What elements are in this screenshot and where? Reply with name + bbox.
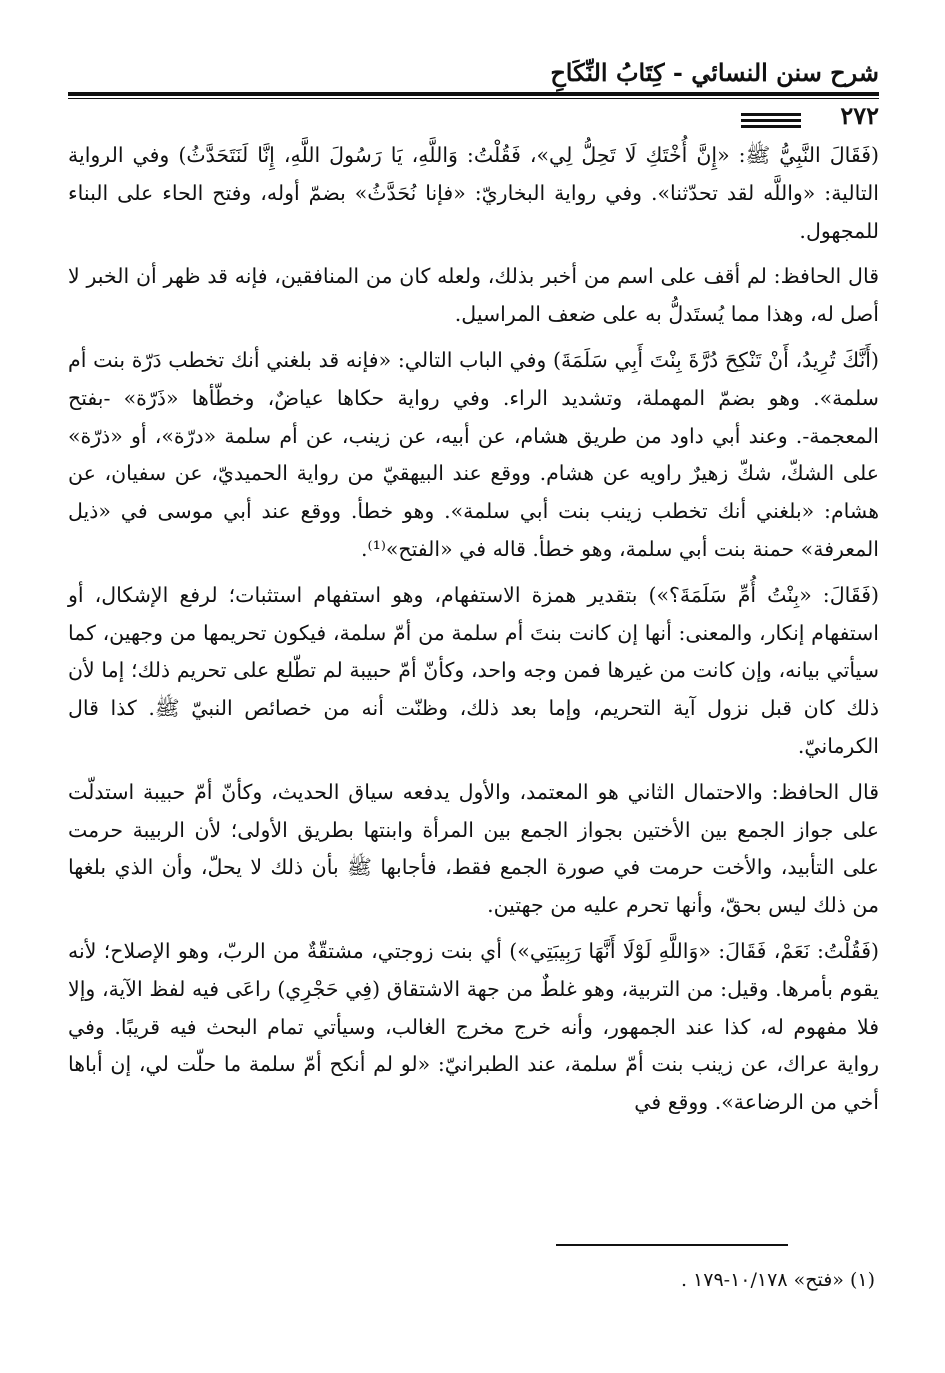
paragraph: (فَقَالَ النَّبِيُّ ﷺ: «إِنَّ أُخْتَكِ لَا تَحِلُّ لِي»، فَقُلْتُ: وَاللَّهِ، يَا رَسُولَ اللَّهِ، إِنَّا لَنَتَحَدَّثُ) وفي الرواية التالية: «واللَّه لقد تحدّثنا». وفي رواية البخاريّ: «فإنا نُحَدَّثُ» بضمّ أوله، وفتح الحاء على البناء للمجهول.: [68, 143, 879, 243]
page: [68, 54, 879, 1130]
main-text: [68, 137, 879, 1122]
paragraph: قال الحافظ: لم أقف على اسم من أخبر بذلك، ولعله كان من المنافقين، فإنه قد ظهر أن الخبر لا أصل له، وهذا مما يُستَدلُّ به على ضعف المراسيل.: [68, 264, 879, 327]
paragraph: قال الحافظ: والاحتمال الثاني هو المعتمد، والأول يدفعه سياق الحديث، وكأنّ أمّ حبيبة استدلّت على جواز الجمع بين الأختين بجواز الجمع بين المرأة وابنتها بطريق الأولى؛ لأن الربيبة حرمت على التأبيد، والأخت حرمت في صورة الجمع فقط، فأجابها ﷺ بأن ذلك لا يحلّ، وأن الذي بلغها من ذلك ليس بحقّ، وأنها تحرم عليه من جهتين.: [68, 779, 879, 918]
paragraph: (فَقُلْتُ: نَعَمْ، فَقَالَ: «وَاللَّهِ لَوْلَا أَنَّهَا رَبِيبَتِي») أي بنت زوجتي، مشتقّةٌ من الربّ، وهو الإصلاح؛ لأنه يقوم بأمرها. وقيل: من التربية، وهو غلطٌ من جهة الاشتقاق (فِي حَجْرِي) راعَى فيه لفظ الآية، وإلا فلا مفهوم له، كذا عند الجمهور، وأنه خرج مخرج الغالب، وسيأتي تمام البحث فيه قريبًا. وفي رواية عراك، عن زينب بنت أمّ سلمة، عند الطبرانيّ: «لو لم أنكح أمّ سلمة ما حلّت لي، إن أباها أخي من الرضاعة». ووقع في: [68, 938, 879, 1115]
page-number-row: [68, 99, 879, 133]
paragraph: (أَنَّكَ تُرِيدُ، أَنْ تَنْكِحَ دُرَّةَ بِنْتَ أَبِي سَلَمَةَ) وفي الباب التالي: «فإنه قد بلغني أنك تخطب دَرّة بنت أم سلمة». وهو بضمّ المهملة، وتشديد الراء. وفي رواية حكاها عياضٌ، وخطّأها «ذَرّة» -بفتح المعجمة-. وعند أبي داود من طريق هشام، عن أبيه، عن زينب، عن أم سلمة «درّة»، أو «ذرّة» على الشكّ، شكّ زهيرٌ راويه عن هشام. ووقع عند البيهقيّ من رواية الحميديّ، عن سفيان، عن هشام: «بلغني أنك تخطب زينب بنت أبي سلمة». وهو خطأ. ووقع عند أبي موسى في «ذيل المعرفة» حمنة بنت أبي سلمة، وهو خطأ. قاله في «الفتح»⁽¹⁾.: [68, 347, 879, 561]
page-number: ٢٧٢: [840, 101, 879, 130]
running-title: شرح سنن النسائي - كِتَابُ النِّكَاحِ: [550, 58, 879, 87]
page-number-ornament: [741, 113, 801, 131]
header-rule-thick: [68, 92, 879, 96]
paragraph: (فَقَالَ: «بِنْتُ أُمِّ سَلَمَةَ؟») بتقدير همزة الاستفهام، وهو استفهام استثبات؛ لرفع الإشكال، أو استفهام إنكار، والمعنى: أنها إن كانت بنتَ أم سلمة من أمّ سلمة، فيكون تحريمها من وجهين، كما سيأتي بيانه، وإن كانت من غيرها فمن وجه واحد، وكأنّ أمّ حبيبة لم تطّلع على تحريم ذلك؛ إما لأن ذلك كان قبل نزول آية التحريم، وإما بعد ذلك، وظنّت أنه من خصائص النبيّ ﷺ. كذا قال الكرمانيّ.: [68, 582, 879, 758]
footnote-rule: [556, 1244, 788, 1246]
footnote: (١) «فتح» ١٠/١٧٨-١٧٩ .: [680, 1269, 875, 1291]
running-header: [68, 54, 879, 88]
